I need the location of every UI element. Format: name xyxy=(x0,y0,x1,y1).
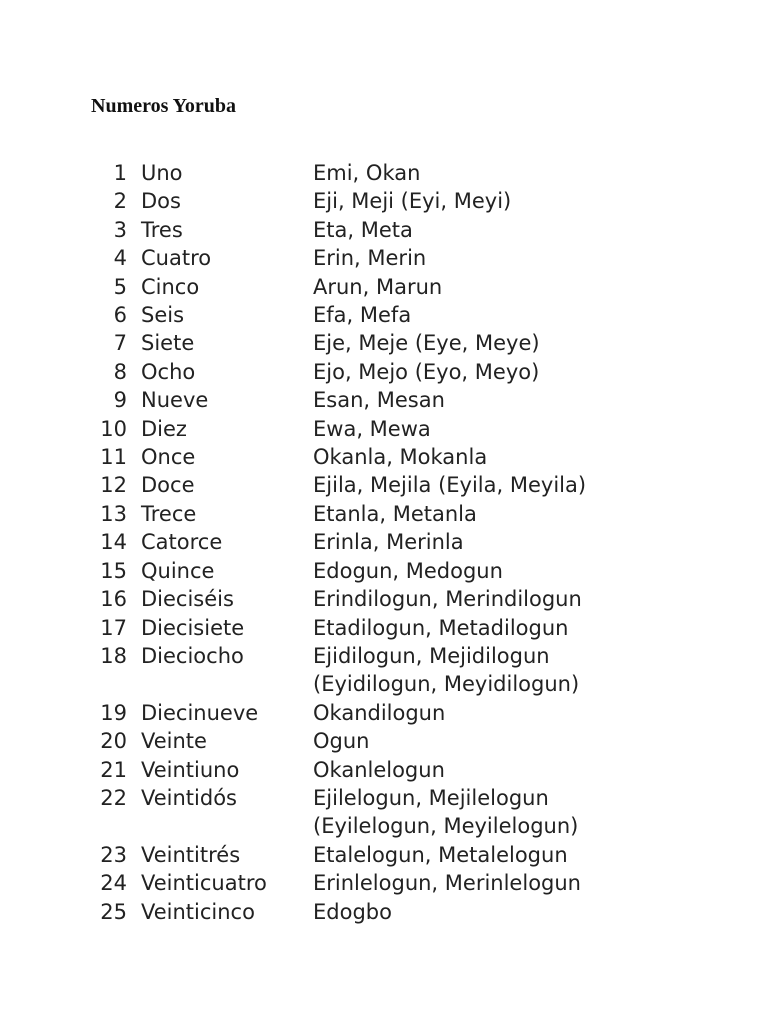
spanish-word: Cuatro xyxy=(141,246,212,271)
yoruba-line: Esan, Mesan xyxy=(313,388,445,413)
spanish-word: Veinte xyxy=(141,729,207,754)
yoruba-word xyxy=(313,557,768,585)
yoruba-line: Efa, Mefa xyxy=(313,303,412,328)
yoruba-line: Okandilogun xyxy=(313,700,446,725)
numbers-table xyxy=(0,159,768,926)
spanish-word: Diez xyxy=(141,416,187,441)
row-number: 1 xyxy=(113,161,127,185)
yoruba-line: Erinlelogun, Merinlelogun xyxy=(313,871,581,896)
table-row xyxy=(0,585,768,613)
table-row xyxy=(0,443,768,471)
yoruba-word xyxy=(313,443,768,471)
table-row xyxy=(0,841,768,869)
table-row xyxy=(0,500,768,528)
yoruba-word xyxy=(313,273,768,301)
yoruba-word xyxy=(313,415,768,443)
table-row xyxy=(0,187,768,215)
yoruba-word xyxy=(313,699,768,727)
spanish-word: Cinco xyxy=(141,274,200,299)
yoruba-word xyxy=(313,841,768,869)
row-number: 9 xyxy=(113,388,127,413)
yoruba-line: Okanlelogun xyxy=(313,757,445,782)
yoruba-word xyxy=(313,358,768,386)
table-row xyxy=(0,358,768,386)
table-row xyxy=(0,386,768,414)
table-row xyxy=(0,329,768,357)
table-row xyxy=(0,642,768,699)
yoruba-word xyxy=(313,528,768,556)
yoruba-word xyxy=(313,585,768,613)
spanish-word: Dieciocho xyxy=(141,643,244,668)
row-number: 23 xyxy=(100,842,127,867)
yoruba-line: Erinla, Merinla xyxy=(313,530,464,555)
yoruba-line: Arun, Marun xyxy=(313,274,443,299)
table-row xyxy=(0,699,768,727)
row-number: 17 xyxy=(100,615,127,640)
spanish-word: Veintidós xyxy=(141,785,237,810)
table-row xyxy=(0,614,768,642)
row-number: 12 xyxy=(100,473,127,498)
yoruba-word xyxy=(313,301,768,329)
row-number: 7 xyxy=(113,331,127,356)
spanish-word: Veintitrés xyxy=(141,842,241,867)
spanish-word: Seis xyxy=(141,303,185,328)
row-number: 10 xyxy=(100,416,127,441)
yoruba-word xyxy=(313,727,768,755)
table-row xyxy=(0,727,768,755)
spanish-word: Tres xyxy=(141,217,183,242)
yoruba-word xyxy=(313,869,768,897)
table-row xyxy=(0,528,768,556)
row-number: 6 xyxy=(113,303,127,328)
row-number: 14 xyxy=(100,530,127,555)
yoruba-word xyxy=(313,784,768,841)
yoruba-line: (Eyilelogun, Meyilelogun) xyxy=(313,814,579,839)
yoruba-line: Emi, Okan xyxy=(313,161,421,185)
yoruba-word xyxy=(313,471,768,499)
yoruba-word xyxy=(313,614,768,642)
row-number: 4 xyxy=(113,246,127,271)
row-number: 18 xyxy=(100,643,127,668)
spanish-word: Doce xyxy=(141,473,195,498)
yoruba-word xyxy=(313,898,768,926)
yoruba-word xyxy=(313,642,768,699)
yoruba-word xyxy=(313,386,768,414)
spanish-word: Veintiuno xyxy=(141,757,240,782)
yoruba-line: Etanla, Metanla xyxy=(313,501,477,526)
yoruba-word xyxy=(313,187,768,215)
row-number: 13 xyxy=(100,501,127,526)
yoruba-line: Eji, Meji (Eyi, Meyi) xyxy=(313,189,512,214)
row-number: 8 xyxy=(113,359,127,384)
row-number: 22 xyxy=(100,785,127,810)
spanish-word: Uno xyxy=(141,161,183,185)
spanish-word: Quince xyxy=(141,558,215,583)
yoruba-line: Ejila, Mejila (Eyila, Meyila) xyxy=(313,473,587,498)
table-row xyxy=(0,273,768,301)
row-number: 15 xyxy=(100,558,127,583)
row-number: 24 xyxy=(100,871,127,896)
row-number: 19 xyxy=(100,700,127,725)
yoruba-line: Okanla, Mokanla xyxy=(313,445,488,470)
table-row xyxy=(0,244,768,272)
spanish-word: Catorce xyxy=(141,530,223,555)
yoruba-line: Ejidilogun, Mejidilogun xyxy=(313,643,550,668)
yoruba-line: (Eyidilogun, Meyidilogun) xyxy=(313,672,580,697)
table-row xyxy=(0,784,768,841)
yoruba-line: Ewa, Mewa xyxy=(313,416,431,441)
spanish-word: Trece xyxy=(141,501,197,526)
spanish-word: Once xyxy=(141,445,196,470)
yoruba-word xyxy=(313,756,768,784)
spanish-word: Diecisiete xyxy=(141,615,245,640)
row-number: 21 xyxy=(100,757,127,782)
spanish-word: Veinticuatro xyxy=(141,871,267,896)
table-row xyxy=(0,216,768,244)
yoruba-word xyxy=(313,500,768,528)
yoruba-word xyxy=(313,216,768,244)
row-number: 20 xyxy=(100,729,127,754)
table-row xyxy=(0,471,768,499)
row-number: 16 xyxy=(100,587,127,612)
yoruba-line: Erindilogun, Merindilogun xyxy=(313,587,582,612)
table-row xyxy=(0,415,768,443)
yoruba-line: Erin, Merin xyxy=(313,246,427,271)
table-row xyxy=(0,301,768,329)
yoruba-word xyxy=(313,244,768,272)
table-row xyxy=(0,869,768,897)
spanish-word: Diecinueve xyxy=(141,700,259,725)
table-row xyxy=(0,557,768,585)
yoruba-line: Etalelogun, Metalelogun xyxy=(313,842,568,867)
spanish-word: Dos xyxy=(141,189,181,214)
spanish-word: Siete xyxy=(141,331,195,356)
yoruba-line: Ejo, Mejo (Eyo, Meyo) xyxy=(313,359,540,384)
row-number: 11 xyxy=(100,445,127,470)
row-number: 5 xyxy=(113,274,127,299)
table-row xyxy=(0,898,768,926)
table-row xyxy=(0,159,768,187)
yoruba-line: Ejilelogun, Mejilelogun xyxy=(313,785,549,810)
spanish-word: Veinticinco xyxy=(141,899,255,924)
yoruba-line: Etadilogun, Metadilogun xyxy=(313,615,569,640)
spanish-word: Dieciséis xyxy=(141,587,234,612)
spanish-word: Nueve xyxy=(141,388,209,413)
row-number: 25 xyxy=(100,899,127,924)
yoruba-line: Edogbo xyxy=(313,899,392,924)
page-title: Numeros Yoruba xyxy=(91,95,237,117)
yoruba-line: Eta, Meta xyxy=(313,217,413,242)
yoruba-line: Eje, Meje (Eye, Meye) xyxy=(313,331,540,356)
table-row xyxy=(0,756,768,784)
yoruba-word xyxy=(313,159,768,187)
spanish-word: Ocho xyxy=(141,359,196,384)
yoruba-line: Ogun xyxy=(313,729,370,754)
yoruba-line: Edogun, Medogun xyxy=(313,558,503,583)
yoruba-word xyxy=(313,329,768,357)
row-number: 2 xyxy=(113,189,127,214)
row-number: 3 xyxy=(113,217,127,242)
